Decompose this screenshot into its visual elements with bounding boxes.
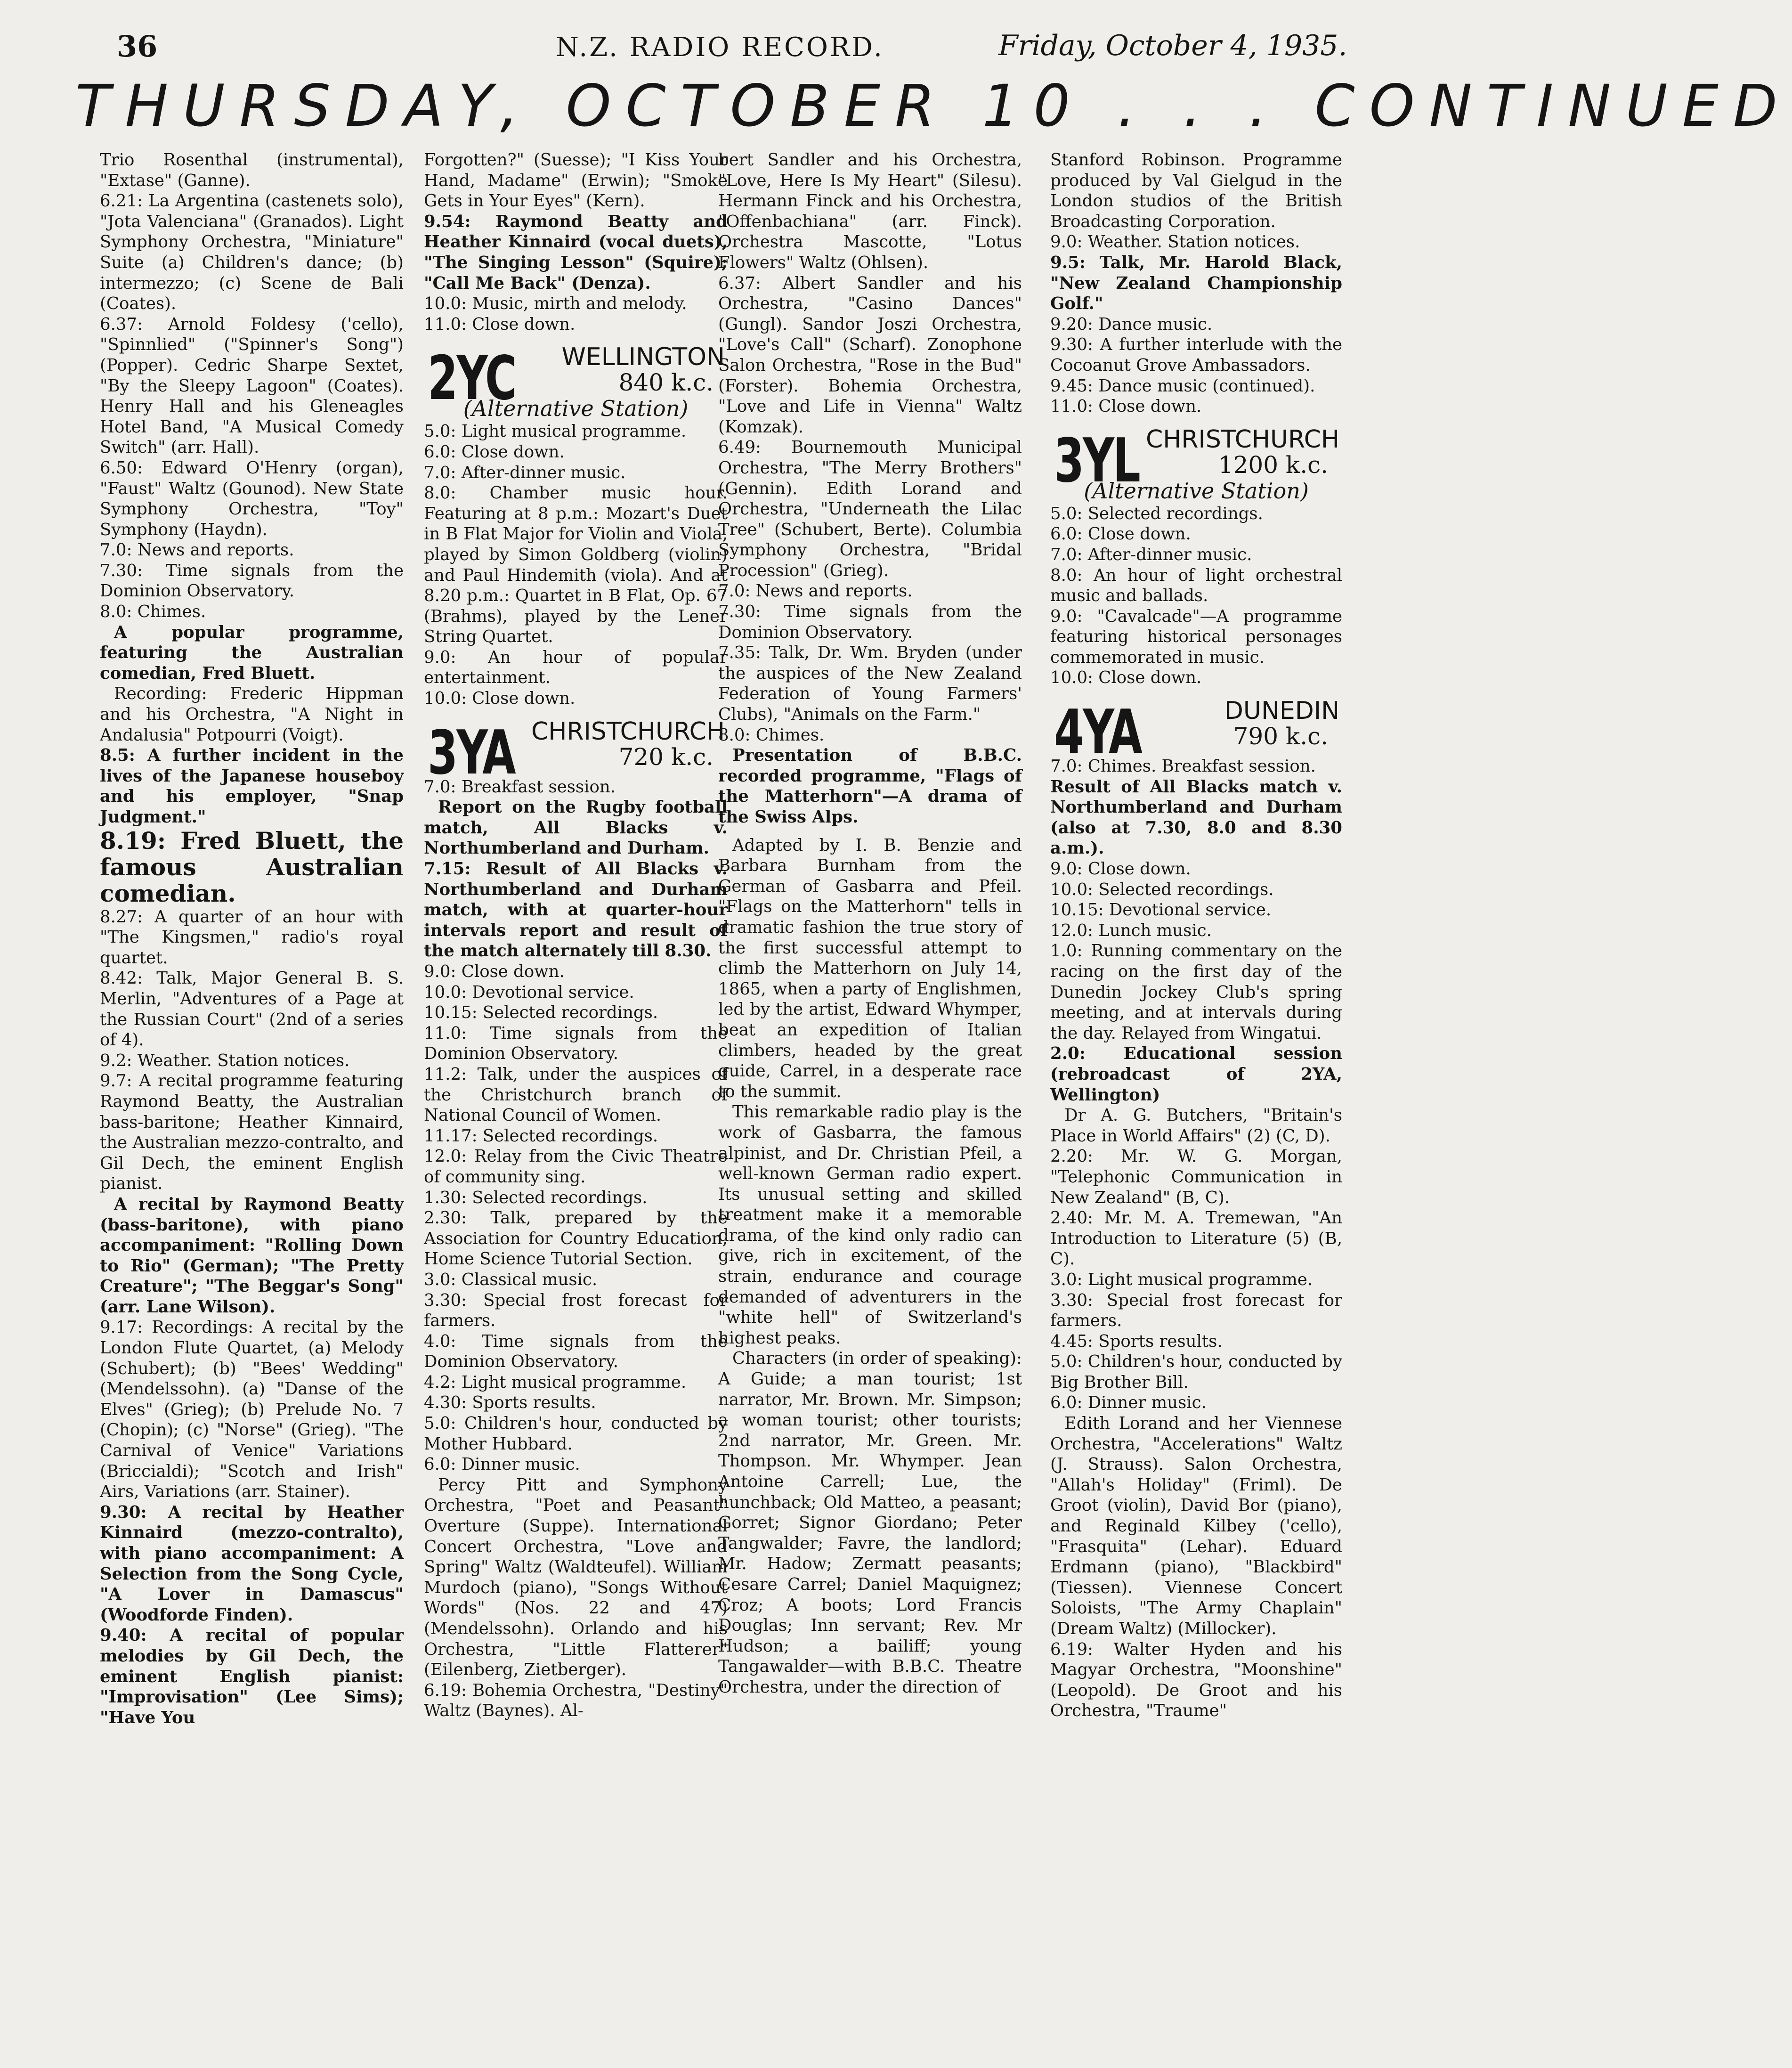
listing-entry: 4.45: Sports results. <box>1050 1331 1223 1351</box>
listing-entry: 10.15: Selected recordings. <box>424 1003 658 1023</box>
listing-entry: 6.0: Close down. <box>1050 524 1191 544</box>
station-city: DUNEDIN <box>1224 697 1339 725</box>
listing-entry: 6.0: Dinner music. <box>1050 1393 1207 1413</box>
listing-entry: 10.0: Music, mirth and melody. <box>424 294 687 314</box>
column-4 <box>1050 150 1342 2053</box>
listing-entry: 7.30: Time signals from the Dominion Observatory. <box>718 602 1022 642</box>
listing-entry: 9.0: Close down. <box>424 962 565 981</box>
listing-entry: 6.37: Arnold Foldesy ('cello), "Spinnlied" ("Spinner's Song") (Popper). Cedric Sharpe Sextet, "By the Sleepy Lagoon" (Coates). Henry Hall and his Gleneagles Hotel Band, "A Musical Comedy Switch" (arr. Hall). <box>100 314 404 457</box>
issue-date: Friday, October 4, 1935. <box>998 29 1347 62</box>
listing-entry: 11.17: Selected recordings. <box>424 1126 658 1146</box>
listing-entry: 6.37: Albert Sandler and his Orchestra, "Casino Dances" (Gungl). Sandor Joszi Orchestra, "Love's Call" (Scharf). Zonophone Salon Orchestra, "Rose in the Bud" (Forster). Bohemia Orchestra, "Love and Life in Vienna" Waltz (Komzak). <box>718 273 1022 437</box>
listing-entry: 7.0: After-dinner music. <box>424 463 626 482</box>
listing-highlight: Report on the Rugby football match, All Blacks v. Northumberland and Durham. <box>424 798 728 858</box>
listing-entry: 11.0: Time signals from the Dominion Observatory. <box>424 1023 728 1064</box>
listing-entry: 10.15: Devotional service. <box>1050 900 1272 920</box>
listing-entry: 7.0: Breakfast session. <box>424 777 616 797</box>
listing-entry: 4.0: Time signals from the Dominion Observatory. <box>424 1331 728 1372</box>
listing-entry: 4.2: Light musical programme. <box>424 1372 687 1392</box>
listing-entry: 8.27: A quarter of an hour with "The Kingsmen," radio's royal quartet. <box>100 907 404 968</box>
listing-entry: 10.0: Close down. <box>1050 668 1202 688</box>
listing-entry: 8.0: Chamber music hour. Featuring at 8 p.m.: Mozart's Duet in B Flat Major for Violin and Viola, played by Simon Goldberg (violin) and Paul Hindemith (viola). And at 8.20 p.m.: Quartet in B Flat, Op. 67 (Brahms), played by the Lener String Quartet. <box>424 483 728 647</box>
listing-entry: 7.0: News and reports. <box>100 540 294 560</box>
listing-entry: 3.30: Special frost forecast for farmers. <box>424 1290 728 1331</box>
station-alt-label: (Alternative Station) <box>463 396 689 422</box>
listing-entry: 8.42: Talk, Major General B. S. Merlin, "Adventures of a Page at the Russian Court" (2nd of a series of 4). <box>100 969 404 1050</box>
station-city: WELLINGTON <box>561 343 725 372</box>
listing-highlight: 8.5: A further incident in the lives of the Japanese houseboy and his employer, "Snap Judgment." <box>100 746 404 827</box>
day-banner: THURSDAY, OCTOBER 10 . . . CONTINUED <box>75 73 1792 139</box>
listing-entry: Edith Lorand and her Viennese Orchestra, "Accelerations" Waltz (J. Strauss). Salon Orchestra, "Allah's Holiday" (Friml). De Groot (violin), David Bor (piano), and Reginald Kilbey ('cello), "Frasquita" (Lehar). Eduard Erdmann (piano), "Blackbird" (Tiessen). Viennese Concert Soloists, "The Army Chaplain" (Dream Waltz) (Millocker). <box>1050 1414 1342 1638</box>
column-1 <box>100 150 404 2053</box>
listing-entry: 8.0: An hour of light orchestral music and ballads. <box>1050 565 1342 606</box>
listing-entry: 6.19: Walter Hyden and his Magyar Orchestra, "Moonshine" (Leopold). De Groot and his Orchestra, "Traume" <box>1050 1639 1342 1721</box>
listing-entry: 6.0: Dinner music. <box>424 1455 580 1474</box>
listing-highlight: Result of All Blacks match v. Northumberland and Durham (also at 7.30, 8.0 and 8.30 a.m.). <box>1050 777 1342 858</box>
listing-entry: 10.0: Selected recordings. <box>1050 879 1274 899</box>
column-3 <box>718 150 1022 2053</box>
listing-entry: 11.0: Close down. <box>1050 397 1202 416</box>
listing-entry: Stanford Robinson. Programme produced by Val Gielgud in the London studios of the British Broadcasting Corporation. <box>1050 150 1342 231</box>
listing-entry: 6.21: La Argentina (castenets solo), "Jota Valenciana" (Granados). Light Symphony Orchestra, "Miniature" Suite (a) Children's dance; (b) intermezzo; (c) Scene de Bali (Coates). <box>100 191 404 314</box>
listing-entry: 9.20: Dance music. <box>1050 314 1213 334</box>
listing-entry: 1.30: Selected recordings. <box>424 1188 648 1207</box>
station-callsign: 2YC <box>428 343 516 414</box>
listing-highlight: 7.15: Result of All Blacks v. Northumberland and Durham match, with at quarter-hour intervals report and result of the match alternately till 8.30. <box>424 859 728 961</box>
station-frequency: 840 k.c. <box>618 369 714 397</box>
listing-highlight: Presentation of B.B.C. recorded programme, "Flags of the Matterhorn"—A drama of the Swiss Alps. <box>718 746 1022 827</box>
station-city: CHRISTCHURCH <box>1145 425 1339 454</box>
listing-entry: 5.0: Selected recordings. <box>1050 504 1263 523</box>
listing-feature-heading: 8.19: Fred Bluett, the famous Australian comedian. <box>100 826 404 907</box>
station-frequency: 1200 k.c. <box>1218 451 1328 479</box>
listing-highlight: 9.5: Talk, Mr. Harold Black, "New Zealand Championship Golf." <box>1050 252 1342 314</box>
station-heading-2yc <box>424 341 728 421</box>
listing-entry: 1.0: Running commentary on the racing on the first day of the Dunedin Jockey Club's spring meeting, and at intervals during the day. Relayed from Wingatui. <box>1050 941 1342 1043</box>
listing-entry: 9.0: Close down. <box>1050 859 1191 879</box>
listing-highlight: 9.40: A recital of popular melodies by Gil Dech, the eminent English pianist: "Improvisation" (Lee Sims); "Have You <box>100 1626 404 1727</box>
listing-entry: 10.0: Close down. <box>424 689 576 708</box>
listing-entry: 6.0: Close down. <box>424 442 565 462</box>
listing-entry: 9.7: A recital programme featuring Raymond Beatty, the Australian bass-baritone; Heather Kinnaird, the Australian mezzo-contralto, and Gil Dech, the eminent English pianist. <box>100 1071 404 1194</box>
listing-entry: 9.2: Weather. Station notices. <box>100 1050 350 1070</box>
listing-entry: Forgotten?" (Suesse); "I Kiss Your Hand, Madame" (Erwin); "Smoke Gets in Your Eyes" (Kern). <box>424 150 728 211</box>
listing-entry: 9.17: Recordings: A recital by the London Flute Quartet, (a) Melody (Schubert); (b) "Bees' Wedding" (Mendelssohn). (a) "Danse of the Elves" (Grieg); (b) Prelude No. 7 (Chopin); (c) "Norse" (Grieg). "The Carnival of Venice" Variations (Briccialdi); "Scotch and Irish" Airs, Variations (arr. Stainer). <box>100 1318 404 1502</box>
listing-entry: 7.0: Chimes. Breakfast session. <box>1050 757 1316 776</box>
listing-entry: 3.30: Special frost forecast for farmers. <box>1050 1290 1342 1331</box>
listing-entry: 11.2: Talk, under the auspices of the Christchurch branch of National Council of Women. <box>424 1064 728 1125</box>
listing-entry: 2.20: Mr. W. G. Morgan, "Telephonic Communication in New Zealand" (B, C). <box>1050 1147 1342 1207</box>
listing-entry: 7.35: Talk, Dr. Wm. Bryden (under the auspices of the New Zealand Federation of Young Farmers' Clubs), "Animals on the Farm." <box>718 643 1022 725</box>
listing-entry: 12.0: Relay from the Civic Theatre of community sing. <box>424 1147 728 1187</box>
listing-entry: 2.30: Talk, prepared by the Association for Country Education, Home Science Tutorial Section. <box>424 1208 728 1269</box>
station-alt-label: (Alternative Station) <box>1084 478 1309 504</box>
listing-entry: Percy Pitt and Symphony Orchestra, "Poet and Peasant" Overture (Suppe). International Concert Orchestra, "Love and Spring" Waltz (Waldteufel). William Murdoch (piano), "Songs Without Words" (Nos. 22 and 47) (Mendelssohn). Orlando and his Orchestra, "Little Flatterer" (Eilenberg, Zietberger). <box>424 1475 728 1680</box>
listing-entry: 11.0: Close down. <box>424 314 576 334</box>
station-callsign: 3YA <box>428 717 515 788</box>
listing-paragraph: Adapted by I. B. Benzie and Barbara Burnham from the German of Gasbarra and Pfeil. "Flags on the Matterhorn" tells in dramatic fashion the true story of the first successful attempt to climb the Matterhorn on July 14, 1865, when a party of Englishmen, led by the artist, Edward Whymper, beat an expedition of Italian climbers, headed by the great guide, Carrel, in a desperate race to the summit. <box>718 835 1022 1101</box>
listing-entry: 12.0: Lunch music. <box>1050 920 1212 940</box>
listing-highlight: A recital by Raymond Beatty (bass-baritone), with piano accompaniment: "Rolling Down to Rio" (German); "The Pretty Creature"; "The Beggar's Song" (arr. Lane Wilson). <box>100 1194 404 1317</box>
listing-entry: 9.0: An hour of popular entertainment. <box>424 647 728 688</box>
listing-entry: 6.50: Edward O'Henry (organ), "Faust" Waltz (Gounod). New State Symphony Orchestra, "Toy" Symphony (Haydn). <box>100 458 404 539</box>
listing-highlight: 2.0: Educational session (rebroadcast of 2YA, Wellington) <box>1050 1044 1342 1105</box>
listing-paragraph: This remarkable radio play is the work of Gasbarra, the famous alpinist, and Dr. Christian Pfeil, a well-known German radio expert. Its unusual setting and skilled treatment make it a memorable drama, of the kind only radio can give, rich in excitement, of the strain, endurance and courage demanded of adventurers in the "white hell" of Switzerland's highest peaks. <box>718 1102 1022 1348</box>
listing-entry: Trio Rosenthal (instrumental), "Extase" (Ganne). <box>100 150 404 190</box>
listing-entry: 3.0: Classical music. <box>424 1270 598 1289</box>
listing-entry: 9.45: Dance music (continued). <box>1050 376 1315 396</box>
station-city: CHRISTCHURCH <box>531 717 725 746</box>
listing-entry: 2.40: Mr. M. A. Tremewan, "An Introduction to Literature (5) (B, C). <box>1050 1208 1342 1269</box>
station-callsign: 3YL <box>1054 425 1139 496</box>
listing-entry: 3.0: Light musical programme. <box>1050 1270 1313 1289</box>
listing-entry: 5.0: Children's hour, conducted by Mother Hubbard. <box>424 1414 728 1454</box>
station-frequency: 790 k.c. <box>1233 723 1328 750</box>
listing-entry: 10.0: Devotional service. <box>424 982 634 1002</box>
listing-entry: 9.30: A further interlude with the Cocoanut Grove Ambassadors. <box>1050 335 1342 375</box>
listing-entry: Dr A. G. Butchers, "Britain's Place in World Affairs" (2) (C, D). <box>1050 1106 1342 1146</box>
listing-entry: 8.0: Chimes. <box>718 725 825 745</box>
publication-title: N.Z. RADIO RECORD. <box>556 32 884 63</box>
listing-entry: 7.0: News and reports. <box>718 581 913 601</box>
listing-highlight: 9.54: Raymond Beatty and Heather Kinnaird (vocal duets), "The Singing Lesson" (Squire); "Call Me Back" (Denza). <box>424 212 728 293</box>
station-heading-3yl <box>1050 423 1342 504</box>
listing-entry: 7.30: Time signals from the Dominion Observatory. <box>100 561 404 601</box>
station-frequency: 720 k.c. <box>618 743 714 771</box>
column-2 <box>424 150 728 2053</box>
listing-entry: 5.0: Children's hour, conducted by Big Brother Bill. <box>1050 1352 1342 1392</box>
page-header <box>0 0 1416 66</box>
listing-paragraph: Characters (in order of speaking): A Guide; a man tourist; 1st narrator, Mr. Brown. Mr. Simpson; a woman tourist; other tourists; 2nd narrator, Mr. Green. Mr. Thompson. Mr. Whymper. Jean Antoine Carrell; Lue, the hunchback; Old Matteo, a peasant; Gorret; Signor Giordano; Peter Tangwalder; Favre, the landlord; Mr. Hadow; Zermatt peasants; Cesare Carrel; Daniel Maquignez; Croz; A boots; Lord Francis Douglas; Inn servant; Rev. Mr Hudson; a bailiff; young Tangawalder—with B.B.C. Theatre Orchestra, under the direction of <box>718 1349 1022 1697</box>
listing-entry: 7.0: After-dinner music. <box>1050 545 1252 564</box>
listing-entry: bert Sandler and his Orchestra, "Love, Here Is My Heart" (Silesu). Hermann Finck and his Orchestra, "Offenbachiana" (arr. Finck). Orchestra Mascotte, "Lotus Flowers" Waltz (Ohlsen). <box>718 150 1022 272</box>
listing-entry: 6.19: Bohemia Orchestra, "Destiny" Waltz (Baynes). Al- <box>424 1680 728 1721</box>
listing-entry: 6.49: Bournemouth Municipal Orchestra, "The Merry Brothers" (Gennin). Edith Lorand and Orchestra, "Underneath the Lilac Tree" (Schubert, Berte). Columbia Symphony Orchestra, "Bridal Procession" (Grieg). <box>718 438 1022 580</box>
listing-highlight: 9.30: A recital by Heather Kinnaird (mezzo-contralto), with piano accompaniment: A Selection from the Song Cycle, "A Lover in Damascus" (Woodforde Finden). <box>100 1502 404 1625</box>
page-number: 36 <box>117 29 158 64</box>
listing-highlight: A popular programme, featuring the Australian comedian, Fred Bluett. <box>100 622 404 683</box>
listing-entry: 9.0: "Cavalcade"—A programme featuring historical personages commemorated in music. <box>1050 606 1342 667</box>
station-callsign: 4YA <box>1054 697 1141 768</box>
listing-entry: 9.0: Weather. Station notices. <box>1050 232 1300 252</box>
listing-entry: 5.0: Light musical programme. <box>424 422 687 441</box>
listing-entry: Recording: Frederic Hippman and his Orchestra, "A Night in Andalusia" Potpourri (Voigt). <box>100 684 404 745</box>
listing-entry: 4.30: Sports results. <box>424 1393 596 1413</box>
listing-entry: 8.0: Chimes. <box>100 602 206 622</box>
